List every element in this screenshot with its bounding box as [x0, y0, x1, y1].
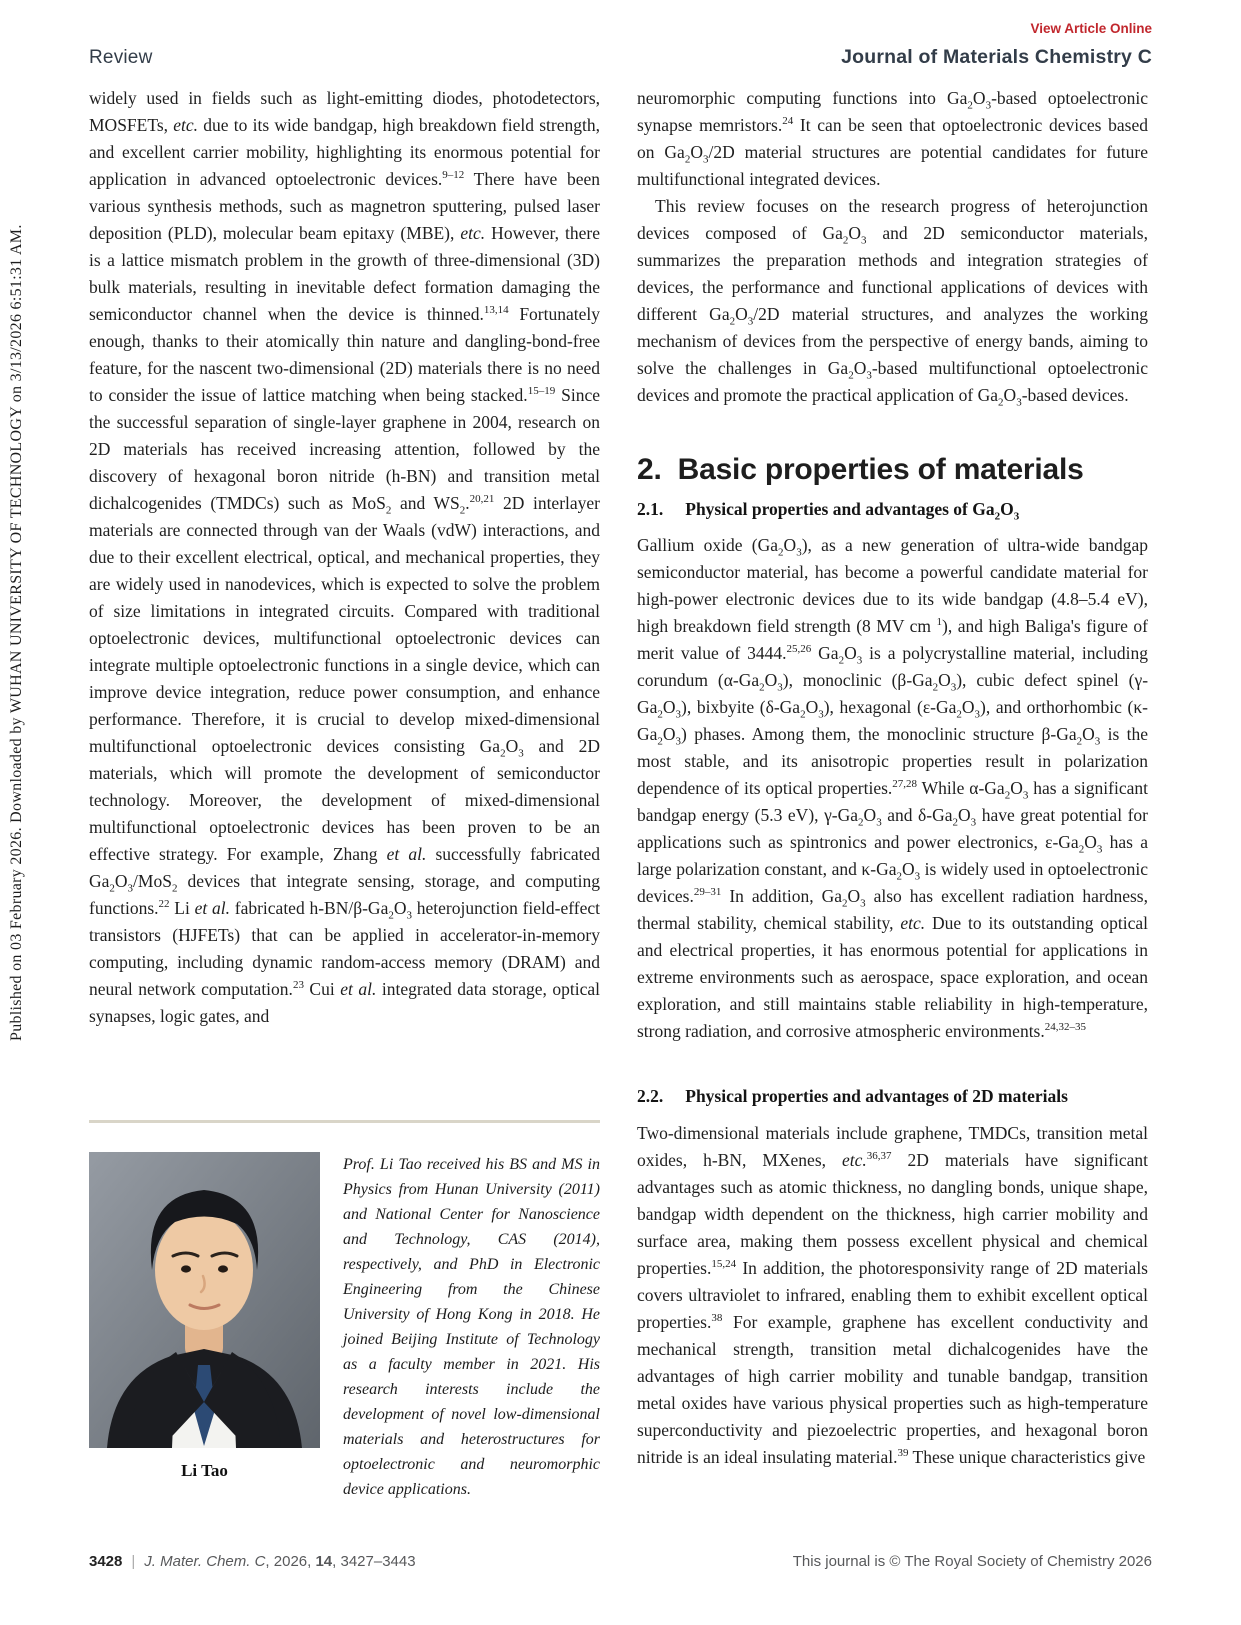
author-bio-section [89, 1120, 600, 1502]
subsection-heading-2-1 [637, 498, 1148, 521]
intro-paragraph-continued: widely used in fields such as light-emitting diodes, photodetectors, MOSFETs, etc. due to its wide bandgap, high breakdown field strength, and excellent carrier mobility, highlighting its enormous potential for application in advanced optoelectronic devices.$^{9-12}$ There have been various synthesis methods, such as magnetron sputtering, pulsed laser deposition (PLD), molecular beam epitaxy (MBE), etc. However, there is a lattice mismatch problem in the growth of three-dimensional (3D) bulk materials, resulting in inevitable defect formation damaging the semiconductor channel when the device is thinned.$^{13,14}$ Fortunately enough, thanks to their atomically thin nature and dangling-bond-free feature, for the nascent two-dimensional (2D) materials there is no need to consider the issue of lattice matching when being stacked.$^{15-19}$ Since the successful separation of single-layer graphene in 2004, research on 2D materials has received increasing attention, followed by the discovery of hexagonal boron nitride (h-BN) and transition metal dichalcogenides (TMDCs) such as MoS$_2$ and $WS_2.^{20,21}$ 2D interlayer materials are connected through van der Waals (vdW) interactions, and due to their excellent electrical, optical, and mechanical properties, they are widely used in nanodevices, which is expected to solve the problem of size limitations in integrated circuits. Compared with traditional optoelectronic devices, multifunctional optoelectronic devices can integrate multiple optoelectronic functions in a single device, which can improve device integration, reduce power consumption, and enhance performance. Therefore, it is crucial to develop mixed-dimensional multifunctional optoelectronic devices consisting $Ga_2O_3$ and 2D materials, which will promote the development of semiconductor technology. Moreover, the development of mixed-dimensional multifunctional optoelectronic devices has been proven to be an effective strategy. For example, Zhang et al. successfully fabricated $Ga_2O_3/MoS_2$ devices that integrate sensing, storage, and computing functions.$^{22}$ Li et al. fabricated $h-BN/\beta-Ga_2O_3$ heterojunction field-effect transistors (HJFETs) that can be applied in accelerator-in-memory computing, including dynamic random-access memory (DRAM) and neural network computation.$^{23}$ Cui et al. integrated data storage, optical synapses, logic gates, and [89, 88, 601, 1026]
page-footer [89, 1553, 1152, 1570]
citation-journal: J. Mater. Chem. C [144, 1553, 266, 1570]
left-column [89, 85, 600, 1502]
author-portrait-photo [89, 1152, 320, 1448]
subsection-number: 2.2. [637, 1086, 664, 1107]
2d-materials-paragraph: Two-dimensional materials include graphene, TMDCs, transition metal oxides, h-BN, MXenes, etc.$^{36,37}$ 2D materials have significant advantages such as atomic thickness, no dangling bonds, unique shape, bandgap width dependent on the thickness, high carrier mobility and surface area, making them possess excellent physical and chemical properties.$^{15,24}$ In addition, the photoresponsivity range of 2D materials covers ultraviolet to infrared, enabling them to exhibit excellent optical properties.$^{38}$ For example, graphene has excellent conductivity and mechanical strength, transition metal dichalcogenides have the advantages of high carrier mobility and tunable bandgap, transition metal oxides have various physical properties such as high-temperature superconductivity and piezoelectric properties, and hexagonal boron nitride is an ideal insulating material.$^{39}$ These unique characteristics give [637, 1123, 1148, 1467]
right-column [637, 85, 1148, 1502]
author-photo-block [89, 1152, 320, 1502]
footer-separator: | [131, 1553, 136, 1570]
article-type-label: Review [89, 47, 153, 68]
journal-citation [89, 1553, 416, 1570]
author-bio-text: Prof. Li Tao received his BS and MS in Physics from Hunan University (2011) and National Center for Nanoscience and Technology, CAS (2014), respectively, and PhD in Electronic Engineering from the Chinese University of Hong Kong in 2018. He joined Beijing Institute of Technology as a faculty member in 2021. His research interests include the development of novel low-dimensional materials and heterostructures for optoelectronic and neuromorphic device applications. [343, 1156, 600, 1498]
view-article-online-link[interactable]: View Article Online [1030, 21, 1152, 36]
bio-divider [89, 1120, 600, 1123]
citation-pages: , 3427–3443 [332, 1553, 416, 1570]
copyright-notice: This journal is © The Royal Society of Chemistry 2026 [792, 1553, 1152, 1570]
journal-title: Journal of Materials Chemistry C [841, 46, 1152, 68]
section-number: 2. [637, 453, 662, 486]
author-name-caption: Li Tao [181, 1461, 228, 1480]
subsection-title: Physical properties and advantages of 2D materials [685, 1086, 1068, 1107]
section-heading-2 [637, 453, 1148, 488]
intro-paragraph-end: neuromorphic computing functions into $Ga_2O_3$-based optoelectronic synapse memristors.$^{24}$ It can be seen that optoelectronic devices based on $Ga_2O_3/2D$ material structures are potential candidates for future multifunctional integrated devices. [637, 88, 1148, 189]
subsection-heading-2-2 [637, 1085, 1148, 1108]
review-scope-paragraph: This review focuses on the research progress of heterojunction devices composed of $Ga_2O_3$ and 2D semiconductor materials, summarizes the preparation methods and integration strategies of devices, the performance and functional applications of devices with different $Ga_2O_3/2D$ material structures, and analyzes the working mechanism of devices from the perspective of energy bands, aiming to solve the challenges in $Ga_2O_3$-based multifunctional optoelectronic devices and promote the practical application of $Ga_2O_3$-based devices. [637, 196, 1148, 409]
citation-volume: 14 [315, 1553, 333, 1570]
page-header [89, 46, 1152, 69]
ga2o3-properties-paragraph: Gallium oxide $(Ga_2O_3)$, as a new generation of ultra-wide bandgap semiconductor material, has become a powerful candidate material for high-power electronic devices due to its wide bandgap (4.8–5.4 eV), high breakdown field strength (8 MV cm $^1$), and high Baliga's figure of merit value of 3444.$^{25,26}$ $Ga_2O_3$ is a polycrystalline material, including corundum $(\alpha-Ga_2O_3)$, monoclinic $(\beta-Ga_2O_3)$, cubic defect spinel $(\gamma-Ga_2O_3)$, bixbyite $(\delta-Ga_2O_3)$, hexagonal $(\varepsilon-Ga_2O_3)$, and orthorhombic $(\kappa-Ga_2O_3)$ phases. Among them, the monoclinic structure $\beta-Ga_2O_3$ is the most stable, and its anisotropic properties result in polarization dependence of its optical properties.$^{27,28}$ While $\alpha-Ga_2O_3$ has a significant bandgap energy (5.3 eV), $\gamma-Ga_2O_3$ and $\delta-Ga_2O_3$ have great potential for applications such as spintronics and power electronics, $\varepsilon-Ga_2O_3$ has a large polarization constant, and $\kappa-Ga_2O_3$ is widely used in optoelectronic devices.$^{29-31}$ In addition, $Ga_2O_3$ also has excellent radiation hardness, thermal stability, chemical stability, etc. Due to its outstanding optical and electrical properties, it has enormous potential for applications in extreme environments such as aerospace, space exploration, and ocean exploration, and still maintains stable reliability in high-temperature, strong radiation, and corrosive atmospheric environments.$^{24,32-35}$ [637, 535, 1149, 1042]
citation-year: , 2026, [265, 1553, 316, 1570]
page-number: 3428 [89, 1553, 123, 1570]
two-column-body [89, 85, 1148, 1502]
subsection-number: 2.1. [637, 498, 664, 519]
section-title: Basic properties of materials [677, 453, 1084, 486]
subsection-title: Physical properties and advantages of $Ga_2O_3$ [685, 498, 1020, 522]
download-provenance-text: Published on 03 February 2026. Downloaded by WUHAN UNIVERSITY OF TECHNOLOGY on 3/13/2026 6:51:31 AM. [8, 224, 25, 1041]
